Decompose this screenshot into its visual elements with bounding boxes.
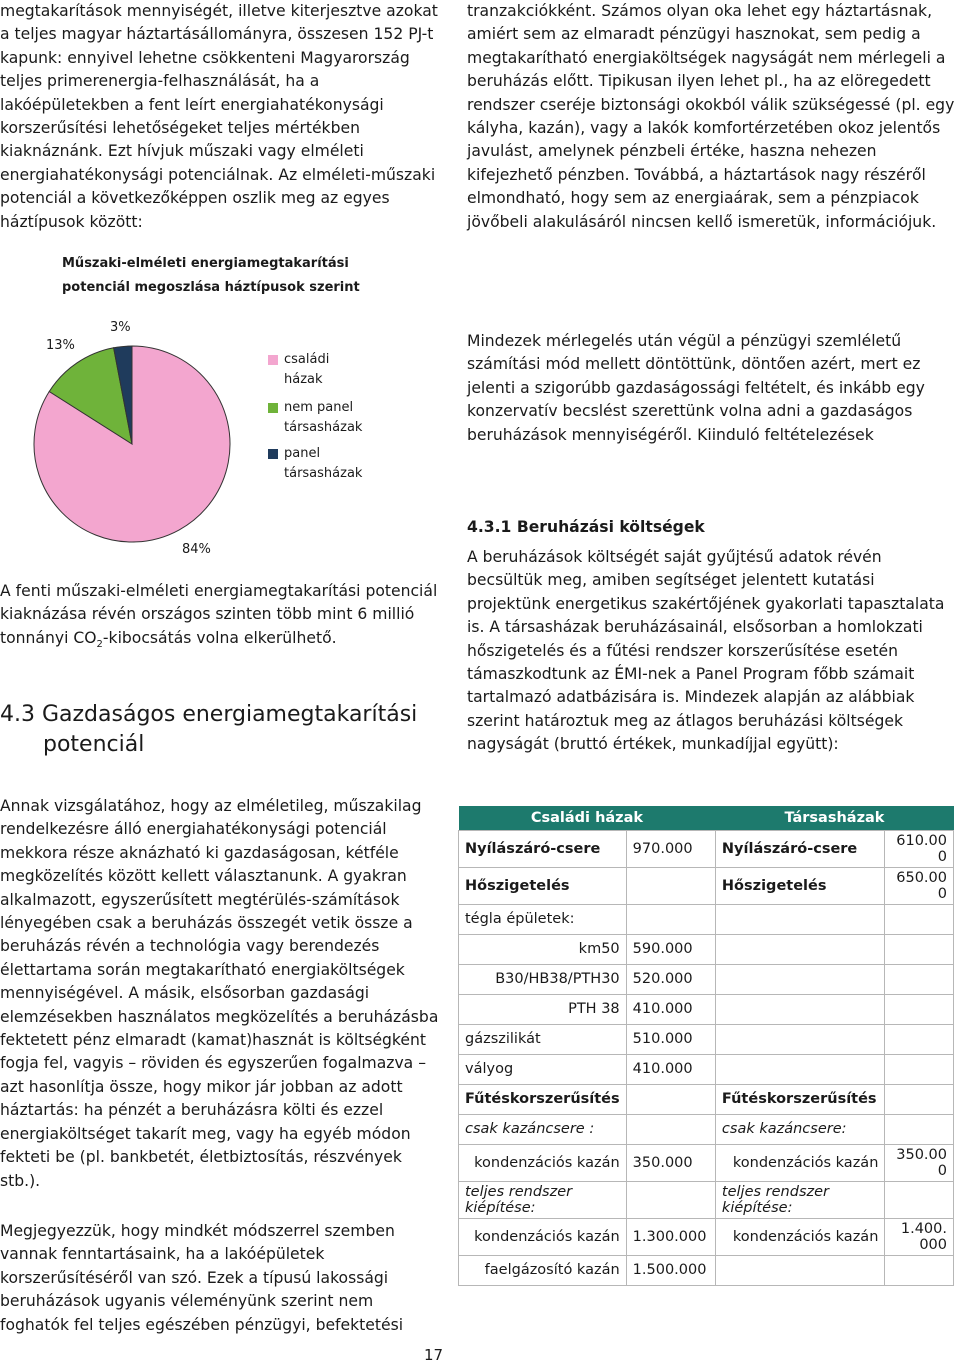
table-row <box>459 1255 954 1285</box>
table-cell-r <box>715 1255 884 1285</box>
table-row <box>459 1054 954 1084</box>
legend-line: házak <box>284 372 323 387</box>
table-cell-rv <box>885 934 954 964</box>
table-cell-rv <box>885 1084 954 1114</box>
table-cell-l: B30/HB38/PTH30 <box>459 964 627 994</box>
table-header-family: Családi házak <box>459 806 716 830</box>
table-cell-lv <box>626 1114 715 1144</box>
table-cell-l: Nyílászáró-csere <box>459 830 627 867</box>
table-cell-rv: 650.00 0 <box>885 867 954 904</box>
table-cell-l: csak kazáncsere : <box>459 1114 627 1144</box>
table-row <box>459 1024 954 1054</box>
table-header-row <box>459 806 954 830</box>
legend-label-family <box>284 350 329 390</box>
table-row <box>459 904 954 934</box>
pct-label-nonpanel: 13% <box>46 338 75 353</box>
legend-label-panel <box>284 444 362 484</box>
table-cell-l: kondenzációs kazán <box>459 1218 627 1255</box>
co2-text-2: -kibocsátás volna elkerülhető. <box>102 628 337 647</box>
table-cell-lv <box>626 1181 715 1218</box>
table-cell-r <box>715 1054 884 1084</box>
table-cell-rv <box>885 1255 954 1285</box>
table-cell-lv: 520.000 <box>626 964 715 994</box>
table-cell-r <box>715 994 884 1024</box>
table-cell-rv <box>885 964 954 994</box>
co2-text-1: A fenti műszaki-elméleti energiamegtakarítási potenciál kiaknázása révén országos szinten több mint 6 millió tonnányi CO <box>0 582 438 647</box>
table-cell-lv: 1.300.000 <box>626 1218 715 1255</box>
table-cell-r: kondenzációs kazán <box>715 1218 884 1255</box>
table-cell-r: teljes rendszer kiépítése: <box>715 1181 884 1218</box>
chart-title-line2: potenciál megoszlása háztípusok szerint <box>62 280 360 295</box>
note-paragraph: Megjegyezzük, hogy mindkét módszerrel szemben vannak fenntartásaink, ha a lakóépületek korszerűsítéséről van szó. Ezek a típusú lakossági beruházások ugyanis véleményünk szerint nem foghatók fel teljes egészében pénzügyi, befektetési <box>0 1222 404 1334</box>
table-row <box>459 1114 954 1144</box>
table-row <box>459 1181 954 1218</box>
pct-label-panel: 3% <box>110 320 131 335</box>
table-cell-lv: 1.500.000 <box>626 1255 715 1285</box>
table-row <box>459 830 954 867</box>
table-cell-lv <box>626 1084 715 1114</box>
method-paragraph: Annak vizsgálatához, hogy az elméletileg, műszakilag rendelkezésre álló energiahatékonysági potenciál mekkora része aknázható ki gazdaságosan, kétféle megközelítés között kellett választanunk. A gyakran alkalmazott, egyszerűsített megtérülés-számítások lényegében csak a beruházás összegét vetik össze a beruházás révén a technológia vagy berendezés élettartama során megtakarítható energiaköltségek mennyiségével. A másik, elsősorban gazdasági elemzésekben használatos megközelítés a beruházásba fektetett pénz elmaradt (kamat)hasznát is költségként fogja fel, vagyis – röviden és egyszerűen fogalmazva – azt hasonlítja össze, hogy mikor jár jobban az adott háztartás: ha pénzét a beruházásra költi és ezzel energiaköltséget takarít meg, vagy ha egyéb módon fekteti be (pl. bankbetét, életbiztosítás, részvények stb.). <box>0 797 439 1190</box>
table-cell-lv: 510.000 <box>626 1024 715 1054</box>
table-cell-l: Fűtéskorszerűsítés <box>459 1084 627 1114</box>
legend-item-panel <box>268 444 362 484</box>
table-cell-r: Fűtéskorszerűsítés <box>715 1084 884 1114</box>
table-cell-lv: 350.000 <box>626 1144 715 1181</box>
subsection-heading: 4.3.1 Beruházási költségek <box>467 518 705 536</box>
table-cell-l: gázszilikát <box>459 1024 627 1054</box>
page-number: 17 <box>424 1346 444 1363</box>
table-row <box>459 934 954 964</box>
pie-svg <box>0 248 440 568</box>
table-cell-lv: 410.000 <box>626 994 715 1024</box>
table-cell-rv: 610.00 0 <box>885 830 954 867</box>
table-cell-l: teljes rendszer kiépítése: <box>459 1181 627 1218</box>
table-cell-rv <box>885 994 954 1024</box>
table-header-condo: Társasházak <box>715 806 953 830</box>
cost-table <box>458 806 954 1286</box>
table-row <box>459 867 954 904</box>
table-cell-l: tégla épületek: <box>459 904 627 934</box>
table-cell-lv: 970.000 <box>626 830 715 867</box>
right-paragraph-2: Mindezek mérlegelés után végül a pénzügyi szemléletű számítási mód mellett döntöttünk, döntően azért, mert ez jelenti a szigorúbb gazdaságossági feltételt, és inkább egy konzervatív becslést szerettünk volna adni a gazdaságos beruházások mennyiségéről. Kiinduló feltételezések <box>467 332 925 444</box>
table-cell-r <box>715 964 884 994</box>
table-cell-l: faelgázosító kazán <box>459 1255 627 1285</box>
table-cell-r: Hőszigetelés <box>715 867 884 904</box>
table-cell-r <box>715 934 884 964</box>
table-cell-lv: 590.000 <box>626 934 715 964</box>
legend-line: családi <box>284 352 330 367</box>
right-paragraph-1: tranzakciókként. Számos olyan oka lehet egy háztartásnak, amiért sem az elmaradt pénzügyi hasznokat, sem pedig a megtakarítható energiaköltségek nagyságát nem mérlegeli a beruházás előtt. Tipikusan ilyen lehet pl., ha az elöregedett rendszer cseréje biztonsági okokból válik szükségessé (pl. egy kályha, kazán), vagy a lakók komfortérzetében okoz jelentős javulást, amelynek pénzbeli értéke, hasznа nehezen kifejezhető pénzben. Továbbá, a háztartások nagy részéről elmondható, hogy sem az energiaárak, sem a pénzpiacok jövőbeli alakulásáról nincsen kellő ismeretük, információjuk. <box>467 2 955 231</box>
table-cell-r: csak kazáncsere: <box>715 1114 884 1144</box>
table-row <box>459 1144 954 1181</box>
table-row <box>459 1084 954 1114</box>
table-cell-r: Nyílászáró-csere <box>715 830 884 867</box>
pct-label-family: 84% <box>182 542 211 557</box>
legend-line: nem panel <box>284 400 354 415</box>
legend-line: társasházak <box>284 420 363 435</box>
legend-swatch-panel <box>268 449 278 459</box>
legend-item-nonpanel <box>268 398 362 438</box>
table-cell-l: vályog <box>459 1054 627 1084</box>
table-cell-r <box>715 904 884 934</box>
section-heading: 4.3 Gazdaságos energiamegtakarítási potenciál <box>0 702 418 757</box>
right-paragraph-3: A beruházások költségét saját gyűjtésű adatok révén becsültük meg, amiben segítséget jelentett kutatási projektünk energetikus szakértőjének gyakorlati tapasztalata is. A társasházak beruházásainál, elsősorban a homlokzati hőszigetelés és a fűtési rendszer korszerűsítése esetén támaszkodtunk az ÉMI-nek a Panel Program főbb számait tartalmazó adatbázisára is. Mindezek alapján az alábbiak szerint határoztuk meg az átlagos beruházási költségek nagyságát (bruttó értékek, munkadíjjal együtt): <box>467 548 945 754</box>
co2-paragraph <box>0 580 440 656</box>
table-cell-rv <box>885 1114 954 1144</box>
table-cell-rv: 1.400. 000 <box>885 1218 954 1255</box>
table-row <box>459 964 954 994</box>
table-cell-lv: 410.000 <box>626 1054 715 1084</box>
table-row <box>459 994 954 1024</box>
pie-chart <box>0 248 440 568</box>
table-cell-rv <box>885 1054 954 1084</box>
legend-line: panel <box>284 446 321 461</box>
table-cell-rv <box>885 1181 954 1218</box>
intro-paragraph: megtakarítások mennyiségét, illetve kiterjesztve azokat a teljes magyar háztartásállományra, összesen 152 PJ-t kapunk: ennyivel lehetne csökkenteni Magyarország teljes primerenergia-felhasználását, ha a lakóépületekben a fent leírt energiahatékonysági korszerűsítési lehetőségeket teljes mértékben kiaknáznánk. Ezt hívjuk műszaki vagy elméleti energiahatékonysági potenciálnak. Az elméleti-műszaki potenciál a következőképpen oszlik meg az egyes háztípusok között: <box>0 2 438 231</box>
legend-label-nonpanel <box>284 398 362 438</box>
table-cell-lv <box>626 867 715 904</box>
table-cell-lv <box>626 904 715 934</box>
table-cell-r: kondenzációs kazán <box>715 1144 884 1181</box>
table-row <box>459 1218 954 1255</box>
legend-item-family <box>268 350 329 390</box>
table-cell-l: PTH 38 <box>459 994 627 1024</box>
table-cell-rv <box>885 1024 954 1054</box>
table-cell-l: km50 <box>459 934 627 964</box>
legend-swatch-nonpanel <box>268 403 278 413</box>
co2-subscript: 2 <box>96 638 103 650</box>
table-cell-r <box>715 1024 884 1054</box>
table-cell-rv: 350.00 0 <box>885 1144 954 1181</box>
legend-line: társasházak <box>284 466 363 481</box>
legend-swatch-family <box>268 355 278 365</box>
chart-title-line1: Műszaki-elméleti energiamegtakarítási <box>62 256 349 271</box>
table-cell-rv <box>885 904 954 934</box>
table-cell-l: kondenzációs kazán <box>459 1144 627 1181</box>
table-cell-l: Hőszigetelés <box>459 867 627 904</box>
